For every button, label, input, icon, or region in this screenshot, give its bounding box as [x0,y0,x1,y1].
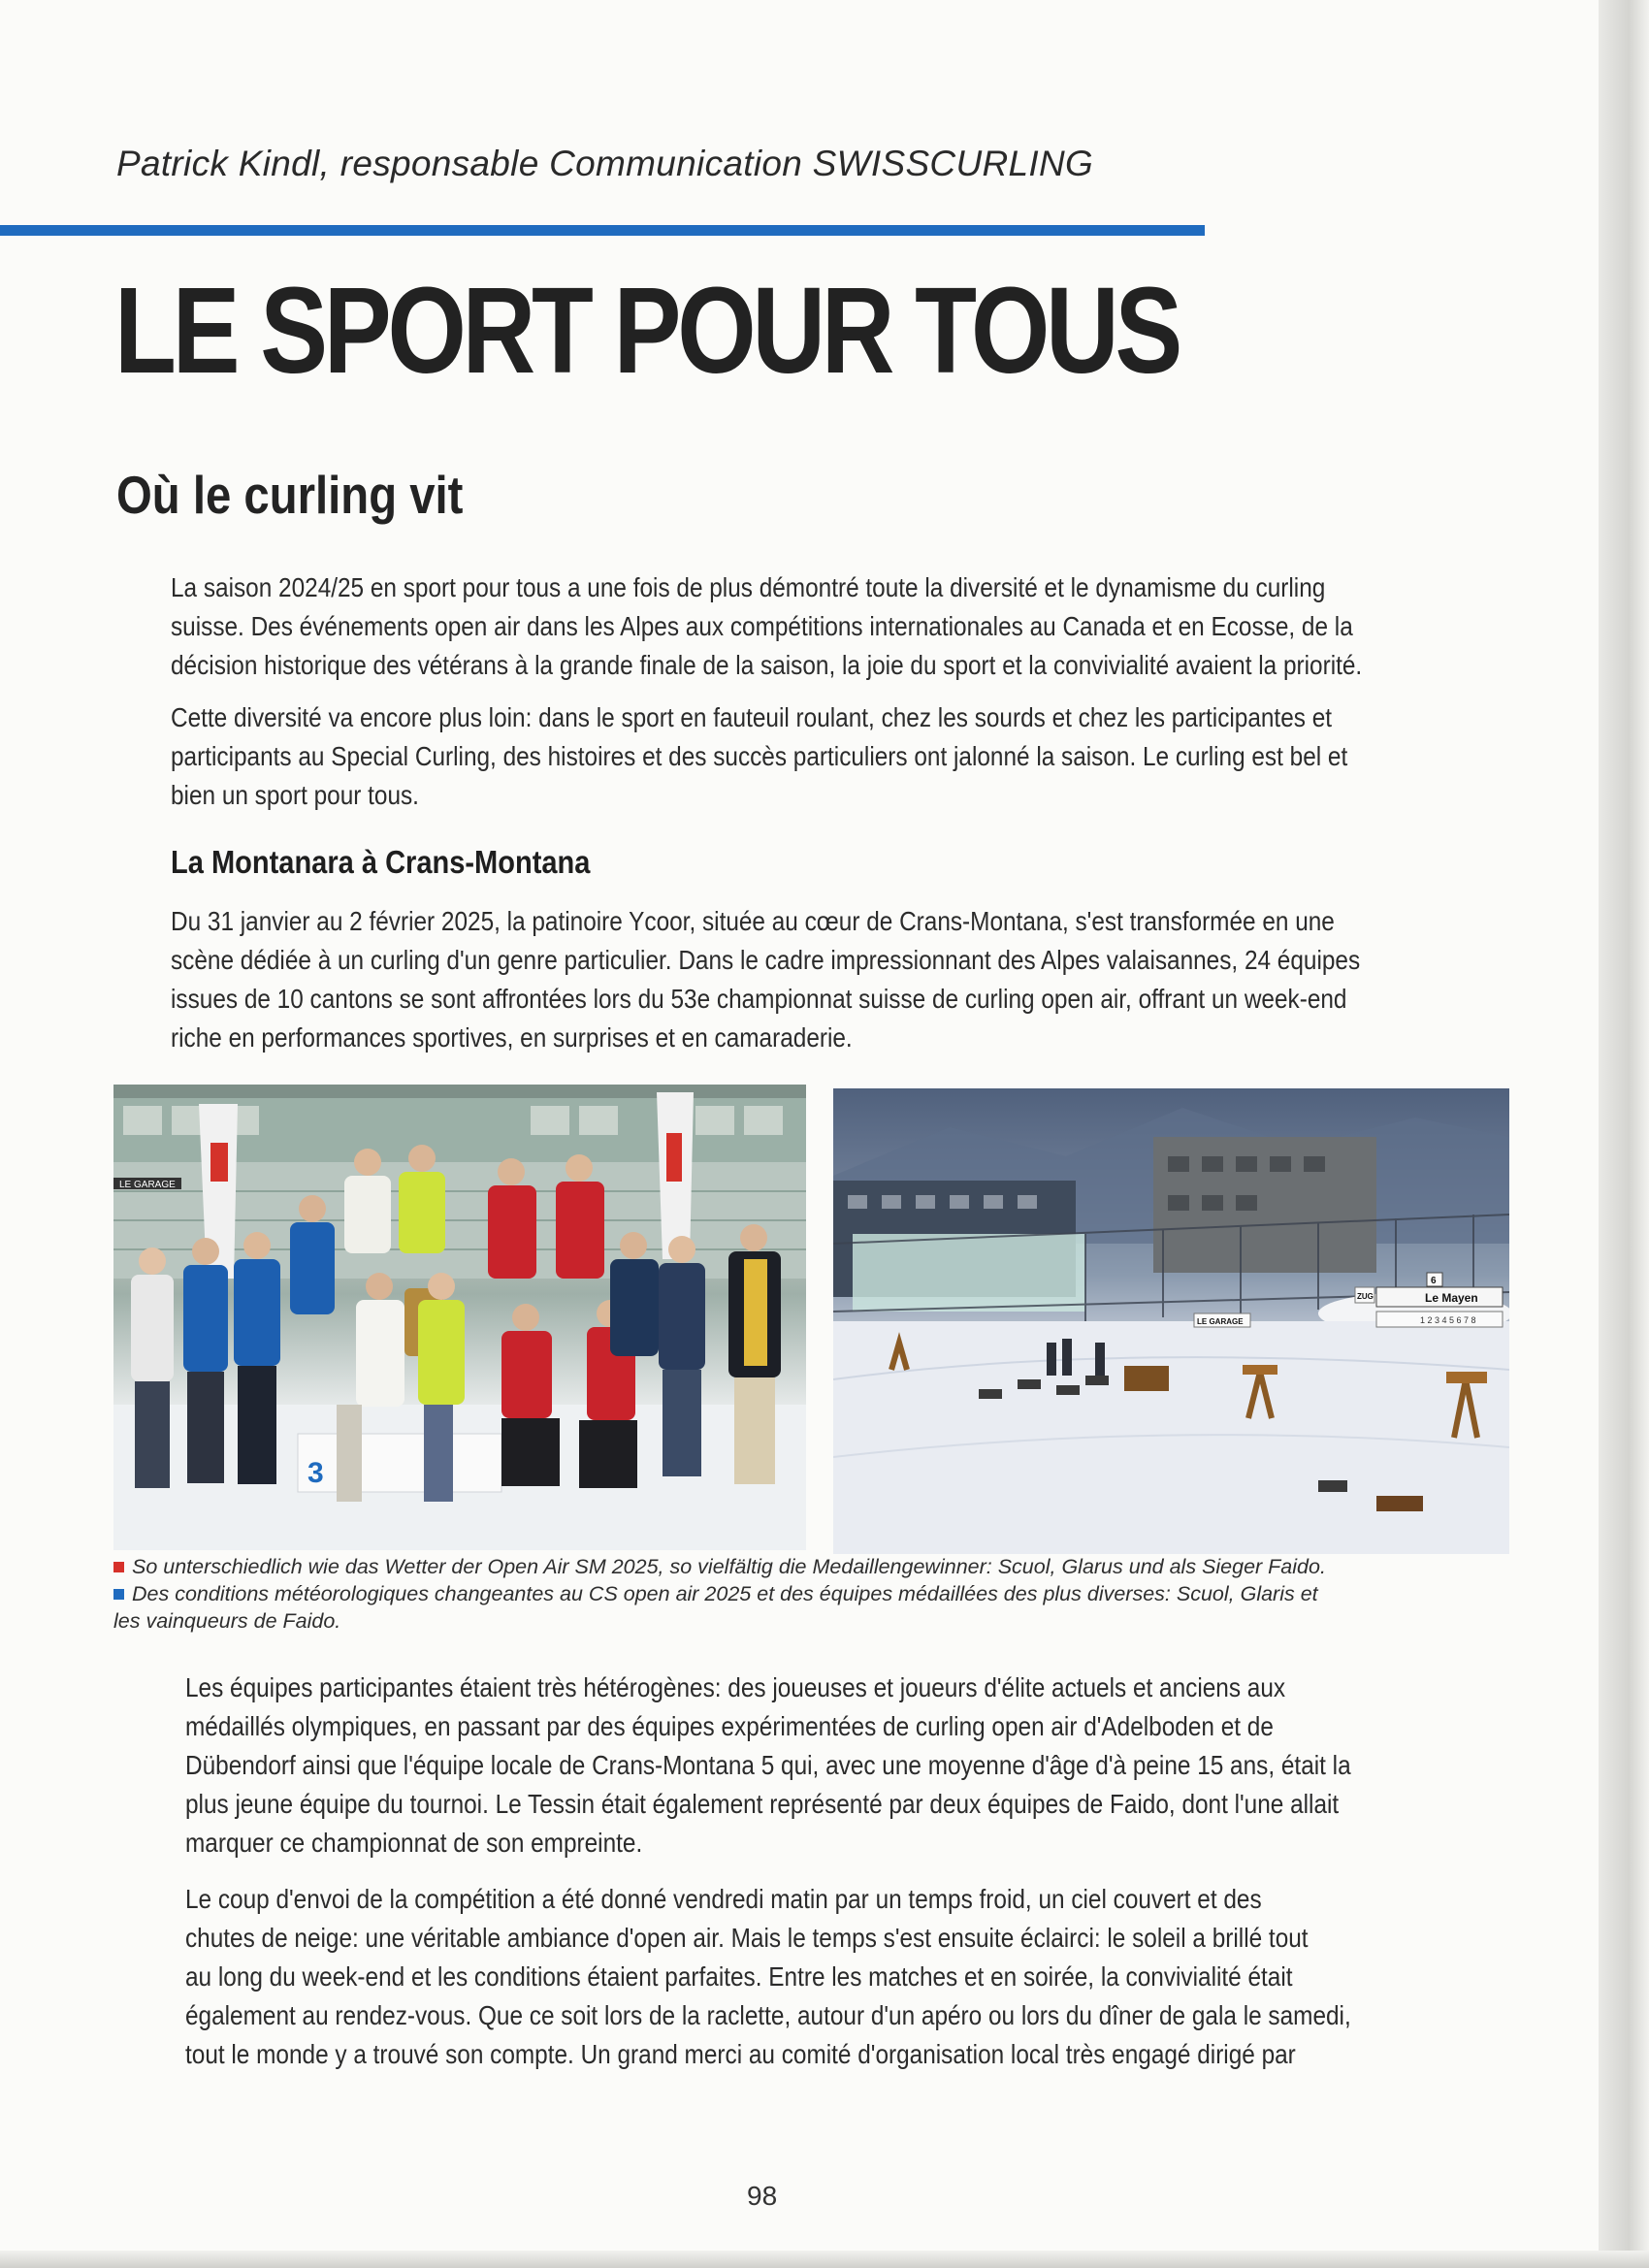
text-line: Cette diversité va encore plus loin: dans le sport en fauteuil roulant, chez les sourds et chez les participantes et [171,702,1333,732]
text-line: participants au Special Curling, des histoires et des succès particuliers ont jalonné la saison. Le curling est bel et [171,741,1348,771]
text-line: scène dédiée à un curling d'un genre particulier. Dans le cadre impressionnant des Alpes valaisannes, 24 équipes [171,945,1361,975]
section-paragraph [171,902,1537,1057]
score-digits: 1 2 3 4 5 6 7 8 [1420,1315,1476,1325]
banner-text: LE GARAGE [119,1180,176,1190]
page-bottom-edge [0,2251,1649,2268]
text-line: La saison 2024/25 en sport pour tous a une fois de plus démontré toute la diversité et le dynamisme du curling [171,572,1326,602]
text-line: riche en performances sportives, en surprises et en camaraderie. [171,1022,853,1053]
caption-line-fr [113,1580,1510,1607]
body-paragraph-1 [185,1669,1525,1863]
text-line: issues de 10 cantons se sont affrontées lors du 53e championnat suisse de curling open air, offrant un week-end [171,984,1347,1014]
caption-line-fr-2: les vainqueurs de Faido. [113,1609,341,1633]
page-edge-shadow [1599,0,1649,2268]
podium-number: 3 [307,1457,324,1489]
text-line: chutes de neige: une véritable ambiance d'open air. Mais le temps s'est ensuite éclairci: le soleil a brillé tout [185,1923,1309,1953]
author-line: Patrick Kindl, responsable Communication SWISSCURLING [116,144,1094,183]
caption-bullet-blue [113,1589,124,1600]
page-number: 98 [747,2181,778,2211]
text-line: Dübendorf ainsi que l'équipe locale de Crans-Montana 5 qui, avec une moyenne d'âge d'à peine 15 ans, était la [185,1750,1351,1780]
sign-zug: ZUG [1357,1292,1374,1301]
text-line: bien un sport pour tous. [171,780,419,810]
intro-paragraph-2 [171,698,1524,815]
wall-number: 6 [1431,1276,1437,1286]
open-air-rink-illustration [833,1088,1509,1554]
text-line: marquer ce championnat de son empreinte. [185,1828,643,1858]
caption-de-text: So unterschiedlich wie das Wetter der Open Air SM 2025, so vielfältig die Medaillengewinner: Scuol, Glarus und als Sieger Faido. [132,1555,1326,1578]
body-paragraph-2 [185,1880,1525,2074]
photo-open-air-rink [833,1088,1509,1554]
intro-paragraph-1 [171,568,1540,685]
text-line: tout le monde y a trouvé son compte. Un grand merci au comité d'organisation local très engagé dirigé par [185,2039,1296,2069]
text-line: Le coup d'envoi de la compétition a été donné vendredi matin par un temps froid, un ciel couvert et des [185,1884,1262,1914]
section-heading: La Montanara à Crans-Montana [171,844,591,880]
text-line: décision historique des vétérans à la grande finale de la saison, la joie du sport et la convivialité avaient la priorité. [171,650,1363,680]
text-line: également au rendez-vous. Que ce soit lors de la raclette, autour d'un apéro ou lors du dîner de gala le samedi, [185,2000,1351,2030]
page-subtitle: Où le curling vit [116,465,464,525]
header-rule [0,225,1205,236]
caption-line-de [113,1553,1510,1580]
caption-bullet-red [113,1562,124,1572]
text-line: plus jeune équipe du tournoi. Le Tessin était également représenté par deux équipes de Faido, dont l'une allait [185,1789,1340,1819]
sign-mayen: Le Mayen [1425,1291,1478,1305]
photo-caption [113,1553,1510,1635]
medal-winners-illustration [113,1085,806,1550]
text-line: médaillés olympiques, en passant par des équipes expérimentées de curling open air d'Adelboden et de [185,1711,1274,1741]
page-title: LE SPORT POUR TOUS [114,262,1180,399]
photo-medal-winners [113,1085,806,1550]
sign-garage: LE GARAGE [1197,1317,1244,1326]
text-line: suisse. Des événements open air dans les Alpes aux compétitions internationales au Canada et en Ecosse, de la [171,611,1353,641]
text-line: Les équipes participantes étaient très hétérogènes: des joueuses et joueurs d'élite actuels et anciens aux [185,1672,1286,1702]
text-line: Du 31 janvier au 2 février 2025, la patinoire Ycoor, située au cœur de Crans-Montana, s'est transformée en une [171,906,1335,936]
caption-fr-text: Des conditions météorologiques changeantes au CS open air 2025 et des équipes médaillées des plus diverses: Scuol, Glaris et [132,1582,1318,1605]
text-line: au long du week-end et les conditions étaient parfaites. Entre les matches et en soirée, la convivialité était [185,1961,1293,1992]
